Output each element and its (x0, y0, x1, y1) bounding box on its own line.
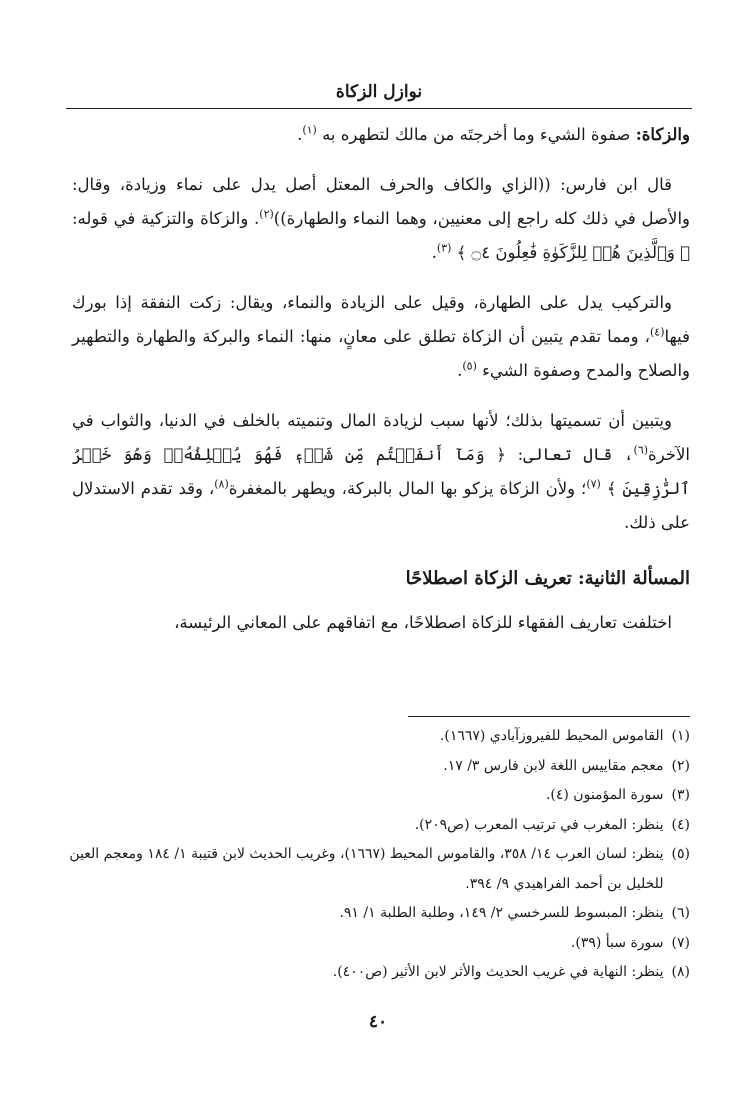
footnote-number: (٦) (671, 905, 690, 921)
footnote-number: (٣) (671, 787, 690, 803)
paragraph-text: ، ومما تقدم يتبين أن الزكاة تطلق على معانٍ، منها: النماء والبركة والطهارة والتطهير والصلاح والمدح وصفوة الشيء (72, 327, 690, 380)
paragraph-text: صفوة الشيء وما أخرجتَه من مالك لتطهره به (316, 125, 636, 144)
footnote-item (64, 781, 690, 811)
paragraph-5: اختلفت تعاريف الفقهاء للزكاة اصطلاحًا، مع اتفاقهم على المعاني الرئيسة، (174, 613, 672, 632)
section-heading: المسألة الثانية: تعريف الزكاة اصطلاحًا (405, 568, 690, 589)
footnote-text: القاموس المحيط للفيروزآبادي (١٦٦٧). (439, 728, 664, 744)
footnote-text: سورة المؤمنون (٤). (545, 787, 664, 803)
footnote-number: (٢) (671, 757, 690, 774)
term-zakat: والزكاة: (635, 125, 690, 144)
paragraph-text: قال ابن فارس: ((الزاي والكاف والحرف المعتل أصل يدل على نماء وزيادة، وقال: والأصل في ذلك كله راجع إلى معنيين، وهما النماء والطهارة)) (72, 175, 690, 228)
footnote-text: سورة سبأ (٣٩). (570, 934, 664, 951)
footnote-item (64, 958, 690, 988)
paragraph-4 (72, 404, 690, 540)
paragraph-3 (72, 286, 690, 388)
footnote-ref[interactable]: (٤) (649, 325, 665, 339)
paragraph-end: . (457, 361, 463, 380)
footnote-number: (٨) (671, 964, 690, 980)
paragraph-end: . (297, 125, 303, 144)
footnote-text: ينظر: المبسوط للسرخسي ٢/ ١٤٩، وطلبة الطلبة ١/ ٩١. (339, 905, 664, 921)
footnote-text: معجم مقاييس اللغة لابن فارس ٣/ ١٧. (443, 757, 664, 774)
header-rule (66, 108, 692, 109)
footnote-ref[interactable]: (٦) (633, 443, 649, 457)
footnote-number: (٧) (671, 934, 690, 951)
footnotes (64, 722, 690, 988)
paragraph-end: . (431, 243, 437, 262)
paragraph-text: ؛ ولأن الزكاة يزكو بها المال بالبركة، ويطهر بالمغفرة (228, 479, 587, 498)
footnote-ref[interactable]: (٢) (259, 207, 274, 221)
footnote-item (64, 752, 690, 782)
running-head: نوازل الزكاة (335, 82, 423, 102)
paragraph-text: . والزكاة والتزكية في قوله: (72, 209, 260, 228)
footnote-ref[interactable]: (٣) (436, 241, 452, 255)
footnote-text: ينظر: النهاية في غريب الحديث والأثر لابن الأثير (ص٤٠٠). (332, 964, 664, 980)
main-text (72, 118, 690, 656)
page-number: ٤٠ (368, 1012, 388, 1032)
quran-verse: ﴿ وَمَآ أَنفَقۡتُم مِّن شَيۡءٖ فَهُوَ يُخۡلِفُهُۥۖ وَهُوَ خَيۡرُ ٱلرَّٰزِقِينَ ﴾ (72, 445, 691, 498)
footnote-item (64, 811, 690, 841)
footnote-item (64, 899, 690, 929)
footnote-ref[interactable]: (٥) (462, 359, 477, 373)
footnote-number: (١) (671, 728, 690, 744)
paragraph-end: ، وقد تقدم الاستدلال على ذلك. (72, 479, 690, 532)
paragraph-1 (72, 118, 690, 152)
footnote-ref[interactable]: (١) (302, 123, 317, 137)
footnote-text: ينظر: لسان العرب ١٤/ ٣٥٨، والقاموس المحيط (١٦٦٧)، وغريب الحديث لابن قتيبة ١/ ١٨٤ ومعجم العين للخليل بن أحمد الفراهيدي ٩/ ٣٩٤. (69, 846, 664, 892)
footnote-item (64, 929, 690, 959)
paragraph-2 (72, 168, 690, 270)
footnote-item (64, 840, 690, 899)
footnote-number: (٥) (671, 846, 690, 862)
footnote-number: (٤) (671, 816, 690, 833)
quran-verse: ﴿ وَٱلَّذِينَ هُمۡ لِلزَّكَوٰةِ فَٰعِلُونَ ۝٤ ﴾ (456, 243, 690, 262)
footnote-ref[interactable]: (٧) (586, 477, 601, 491)
footnote-text: ينظر: المغرب في ترتيب المعرب (ص٢٠٩). (414, 816, 664, 833)
footnote-ref[interactable]: (٨) (214, 477, 229, 491)
paragraph-text: والتركيب يدل على الطهارة، وقيل على الزيادة والنماء، ويقال: زكت النفقة إذا بورك فيها (72, 293, 690, 346)
footnote-item (64, 722, 690, 752)
footnote-rule (408, 716, 690, 717)
paragraph-text: ، قال تعالى: (505, 445, 634, 464)
paragraph-text: ويتبين أن تسميتها بذلك؛ لأنها سبب لزيادة المال وتنميته بالخلف في الدنيا، والثواب في الآخرة (72, 411, 690, 464)
